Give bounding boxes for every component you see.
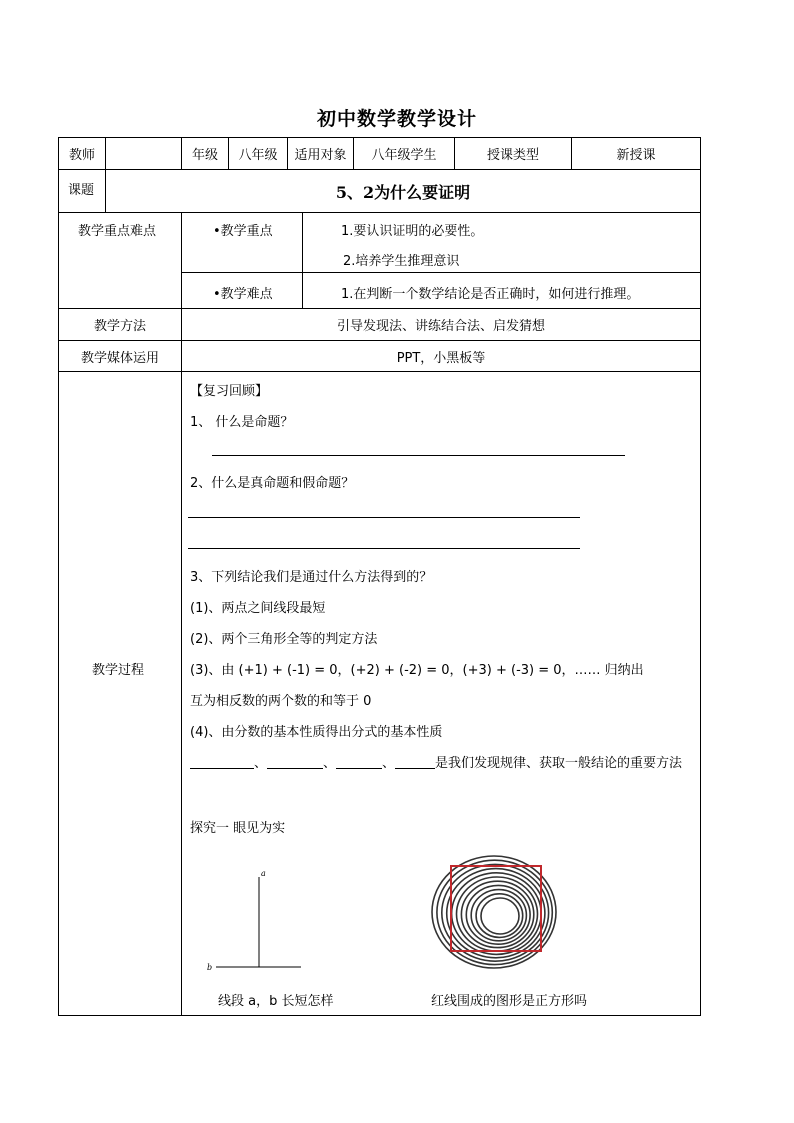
concentric-circles-figure [428,854,558,970]
concentric-ring [481,898,519,934]
difficulty-item: 1.在判断一个数学结论是否正确时，如何进行推理。 [341,287,640,302]
line-length-figure [206,863,306,973]
figure-1-caption: 线段 a，b 长短怎样 [218,994,334,1009]
list-item: (2)、两个三角形全等的判定方法 [190,632,378,647]
separator: 、 [323,756,337,771]
teacher-value [106,138,181,169]
grade-value: 八年级 [238,148,278,163]
audience-label: 适用对象 [294,148,347,163]
media-value: PPT，小黑板等 [396,350,486,366]
grade-label: 年级 [191,148,218,163]
separator: 、 [254,756,268,771]
lesson-plan-table [58,137,701,1016]
concentric-ring [442,864,549,961]
methods-value: 引导发现法、讲练结合法、启发猜想 [336,319,545,334]
difficulty-label: •教学难点 [213,287,273,302]
blank-field [395,754,435,769]
concentric-ring [457,877,538,951]
page-title: 初中数学教学设计 [316,108,477,130]
topic-title: 5、2为什么要证明 [335,182,471,202]
list-item-continued: 互为相反数的两个数的和等于 0 [190,694,372,709]
question-3: 3、下列结论我们是通过什么方法得到的？ [190,570,433,585]
lesson-type-label: 授课类型 [486,148,539,163]
blank-field [336,754,382,769]
list-item: (3)、由 (+1) + (-1) = 0，(+2) + (-2) = 0，(+3) + (-3) = 0，…… 归纳出 [190,663,644,678]
question-2: 2、什么是真命题和假命题？ [190,476,355,491]
focus-item: 1.要认识证明的必要性。 [341,224,484,239]
label-a: a [261,869,266,878]
figure-2-caption: 红线围成的图形是正方形吗 [431,994,588,1009]
audience-value: 八年级学生 [371,148,437,163]
answer-line [212,455,625,456]
media-label: 教学媒体运用 [80,350,159,366]
topic-label: 课题 [68,183,95,198]
explore-heading: 探究一 眼见为实 [190,821,286,836]
focus-item: 2.培养学生推理意识 [343,254,460,269]
review-heading: 【复习回顾】 [190,384,269,399]
list-item: (4)、由分数的基本性质得出分式的基本性质 [190,725,443,740]
blank-field [190,754,254,769]
answer-line [188,517,580,518]
keypoints-label: 教学重点难点 [78,224,157,239]
concentric-ring [437,860,552,964]
focus-label: •教学重点 [213,224,273,239]
sentence-tail: 是我们发现规律、获取一般结论的重要方法 [435,756,683,771]
lesson-type-value: 新授课 [616,148,656,163]
methods-label: 教学方法 [93,319,146,334]
separator: 、 [382,756,396,771]
teacher-label: 教师 [68,148,95,163]
process-label: 教学过程 [92,663,145,678]
label-b: b [207,963,213,972]
answer-line [188,548,580,549]
blank-field [267,754,323,769]
concentric-ring [476,894,523,938]
fill-in-sentence [190,752,682,771]
question-1: 1、 什么是命题？ [190,415,294,430]
list-item: (1)、两点之间线段最短 [190,601,326,616]
